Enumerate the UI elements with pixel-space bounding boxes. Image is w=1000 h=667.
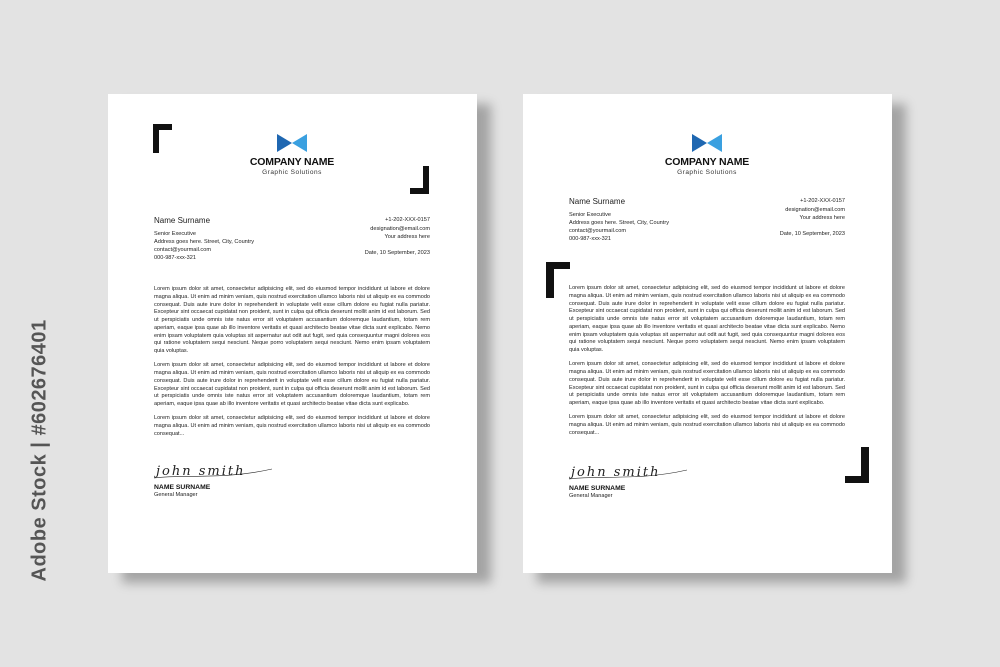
company-tagline: Graphic Solutions <box>677 169 737 176</box>
sender-email: contact@yourmail.com <box>154 247 211 253</box>
contact-block <box>320 216 430 256</box>
company-tagline: Graphic Solutions <box>262 169 322 176</box>
contact-email: designation@email.com <box>785 206 845 213</box>
sender-address: Address goes here. Street, City, Country <box>154 239 255 245</box>
sender-phone: 000-987-xxx-321 <box>154 255 196 261</box>
contact-block <box>735 197 845 237</box>
body-paragraph-2: Lorem ipsum dolor sit amet, consectetur adipisicing elit, sed do eiusmod tempor incididunt ut labore et dolore magna aliqua. Ut enim ad minim veniam, quis nostrud exercitation ullamco laboris nisi ut aliquip ex ea commodo consequat. Duis aute irure dolor in reprehenderit in voluptate velit esse cillum dolore eu fugiat nulla pariatur. Excepteur sint occaecat cupidatat non proident, sunt in culpa qui officia deserunt mollit anim id est laborum. Sed ut perspiciatis unde omnis iste natus error sit voluptatem accusantium doloremque laudantium, totam rem aperiam, eaque ipsa quae ab illo inventore veritatis et quasi architecto beatae vitae dicta sunt explicabo. <box>154 362 430 408</box>
svg-text:john smith: john smith <box>571 465 661 480</box>
letter-body <box>154 286 430 445</box>
bowtie-logo-icon <box>277 134 307 152</box>
company-logo <box>232 134 352 177</box>
signatory-title: General Manager <box>154 492 198 498</box>
corner-bracket-bottom-right <box>845 447 869 483</box>
company-logo <box>647 134 767 177</box>
body-paragraph-3: Lorem ipsum dolor sit amet, consectetur adipisicing elit, sed do eiusmod tempor incididunt ut labore et dolore magna aliqua. Ut enim ad minim veniam, quis nostrud exercitation ullamco laboris nisi ut aliquip ex ea commodo consequat... <box>569 414 845 436</box>
sender-name: Name Surname <box>569 197 626 206</box>
letter-date: Date, 10 September, 2023 <box>364 249 430 256</box>
sender-block <box>569 197 709 243</box>
signatory-name: NAME SURNAME <box>569 485 626 492</box>
sender-title: Senior Executive <box>154 231 196 237</box>
svg-text:john smith: john smith <box>156 464 246 479</box>
letterhead-page-right <box>523 94 892 573</box>
body-paragraph-1: Lorem ipsum dolor sit amet, consectetur adipisicing elit, sed do eiusmod tempor incididunt ut labore et dolore magna aliqua. Ut enim ad minim veniam, quis nostrud exercitation ullamco laboris nisi ut aliquip ex ea commodo consequat. Duis aute irure dolor in reprehenderit in voluptate velit esse cillum dolore eu fugiat nulla pariatur. Excepteur sint occaecat cupidatat non proident, sunt in culpa qui officia deserunt mollit anim id est laborum. Sed ut perspiciatis unde omnis iste natus error sit voluptatem accusantium doloremque laudantium, totam rem aperiam, eaque ipsa quae ab illo inventore veritatis et quasi architecto beatae vitae dicta sunt explicabo. Nemo enim ipsam voluptatem quia voluptas sit aspernatur aut odit aut fugit, sed quia consequuntur magni dolores eos qui ratione voluptatem sequi nesciunt. Neque porro voluptatem sequi nesciunt. Nemo enim ipsam voluptatem quia voluptas. <box>569 285 845 353</box>
letter-body <box>569 285 845 444</box>
sender-name: Name Surname <box>154 216 211 225</box>
letter-date: Date, 10 September, 2023 <box>779 230 845 237</box>
sender-email: contact@yourmail.com <box>569 228 626 234</box>
signature-block <box>154 460 294 499</box>
contact-address: Your address here <box>799 215 845 221</box>
body-paragraph-1: Lorem ipsum dolor sit amet, consectetur adipisicing elit, sed do eiusmod tempor incididunt ut labore et dolore magna aliqua. Ut enim ad minim veniam, quis nostrud exercitation ullamco laboris nisi ut aliquip ex ea commodo consequat. Duis aute irure dolor in reprehenderit in voluptate velit esse cillum dolore eu fugiat nulla pariatur. Excepteur sint occaecat cupidatat non proident, sunt in culpa qui officia deserunt mollit anim id est laborum. Sed ut perspiciatis unde omnis iste natus error sit voluptatem accusantium doloremque laudantium, totam rem aperiam, eaque ipsa quae ab illo inventore veritatis et quasi architecto beatae vitae dicta sunt explicabo. Nemo enim ipsam voluptatem quia voluptas sit aspernatur aut odit aut fugit, sed quia consequuntur magni dolores eos qui ratione voluptatem sequi nesciunt. Neque porro voluptatem sequi nesciunt. Nemo enim ipsam voluptatem quia voluptas. <box>154 286 430 354</box>
company-name: COMPANY NAME <box>664 156 750 168</box>
signatory-name: NAME SURNAME <box>154 484 211 491</box>
sender-phone: 000-987-xxx-321 <box>569 236 611 242</box>
body-paragraph-3: Lorem ipsum dolor sit amet, consectetur adipisicing elit, sed do eiusmod tempor incididunt ut labore et dolore magna aliqua. Ut enim ad minim veniam, quis nostrud exercitation ullamco laboris nisi ut aliquip ex ea commodo consequat... <box>154 415 430 437</box>
corner-bracket-bottom-right <box>410 166 429 194</box>
sender-title: Senior Executive <box>569 212 611 218</box>
sender-address: Address goes here. Street, City, Country <box>569 220 670 226</box>
signatory-title: General Manager <box>569 493 613 499</box>
signature-script <box>569 461 689 483</box>
sender-block <box>154 216 294 262</box>
stock-id-watermark: Adobe Stock | #602676401 <box>28 319 51 582</box>
letterhead-page-left <box>108 94 477 573</box>
contact-phone: +1-202-XXX-0157 <box>385 217 430 223</box>
bowtie-logo-icon <box>692 134 722 152</box>
corner-bracket-top-left <box>546 262 570 298</box>
signature-block <box>569 461 709 500</box>
contact-address: Your address here <box>384 234 430 240</box>
corner-bracket-top-left <box>153 124 172 153</box>
company-name: COMPANY NAME <box>249 156 335 168</box>
contact-phone: +1-202-XXX-0157 <box>800 198 845 204</box>
signature-script <box>154 460 274 482</box>
contact-email: designation@email.com <box>370 225 430 232</box>
body-paragraph-2: Lorem ipsum dolor sit amet, consectetur adipisicing elit, sed do eiusmod tempor incididunt ut labore et dolore magna aliqua. Ut enim ad minim veniam, quis nostrud exercitation ullamco laboris nisi ut aliquip ex ea commodo consequat. Duis aute irure dolor in reprehenderit in voluptate velit esse cillum dolore eu fugiat nulla pariatur. Excepteur sint occaecat cupidatat non proident, sunt in culpa qui officia deserunt mollit anim id est laborum. Sed ut perspiciatis unde omnis iste natus error sit voluptatem accusantium doloremque laudantium, totam rem aperiam, eaque ipsa quae ab illo inventore veritatis et quasi architecto beatae vitae dicta sunt explicabo. <box>569 361 845 407</box>
